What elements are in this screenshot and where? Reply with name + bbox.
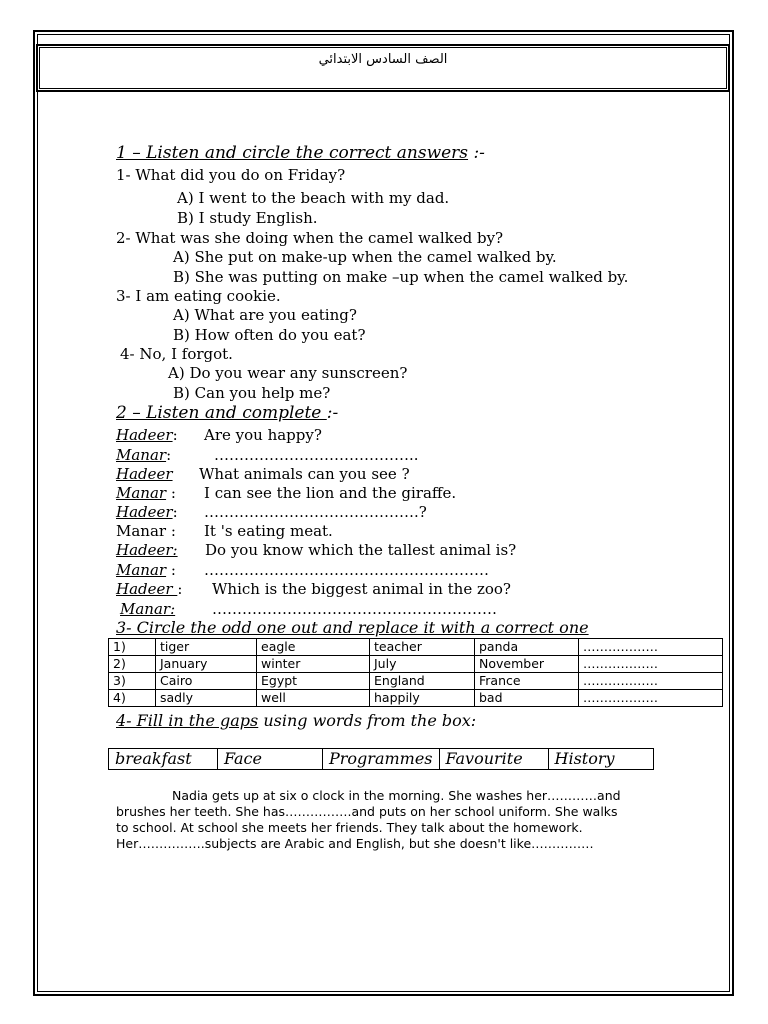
dialogue-line-6: Manar : — [116, 522, 176, 540]
answer-cell[interactable]: ……………… — [579, 690, 723, 707]
answer-cell[interactable]: ……………… — [579, 656, 723, 673]
section2-heading: 2 – Listen and complete :- — [116, 403, 339, 423]
header-title: الصف السادس الابتدائي — [318, 52, 448, 67]
section4-heading: 4- Fill in the gaps using words from the box: — [116, 711, 477, 730]
answer-blank-3[interactable]: ………………………………………………… — [204, 561, 489, 579]
table-cell[interactable]: January — [156, 656, 257, 673]
table-cell[interactable]: Egypt — [257, 673, 370, 690]
option-4a[interactable]: A) Do you wear any sunscreen? — [168, 364, 408, 382]
table-cell[interactable]: England — [370, 673, 475, 690]
dialogue-line-8: Manar : — [116, 561, 176, 579]
dialogue-text-6: It 's eating meat. — [204, 522, 333, 540]
table-cell[interactable]: winter — [257, 656, 370, 673]
dialogue-text-9: Which is the biggest animal in the zoo? — [212, 580, 511, 598]
answer-blank-2[interactable]: …………………………………….? — [204, 503, 427, 521]
paragraph-line: Nadia gets up at six o clock in the morning. She washes her…………and — [172, 788, 621, 803]
table-cell[interactable]: sadly — [156, 690, 257, 707]
option-2b[interactable]: B) She was putting on make –up when the camel walked by. — [173, 268, 629, 286]
table-row — [109, 656, 723, 673]
table-cell: 2) — [109, 656, 156, 673]
answer-cell[interactable]: ……………… — [579, 639, 723, 656]
question-2: 2- What was she doing when the camel walked by? — [116, 229, 504, 247]
dialogue-text-1: Are you happy? — [204, 426, 322, 444]
table-cell[interactable]: panda — [475, 639, 579, 656]
dialogue-line-2: Manar: — [116, 446, 172, 464]
dialogue-text-3: What animals can you see ? — [199, 465, 410, 483]
option-3a[interactable]: A) What are you eating? — [173, 306, 357, 324]
word-breakfast: breakfast — [109, 749, 218, 770]
paragraph-line: to school. At school she meets her friends. They talk about the homework. — [116, 820, 583, 835]
dialogue-line-10: Manar: — [120, 600, 176, 618]
table-cell: 3) — [109, 673, 156, 690]
table-cell[interactable]: bad — [475, 690, 579, 707]
table-cell[interactable]: teacher — [370, 639, 475, 656]
table-row — [109, 690, 723, 707]
word-history: History — [548, 749, 653, 770]
dialogue-line-4: Manar : — [116, 484, 176, 502]
table-cell[interactable]: well — [257, 690, 370, 707]
option-1b[interactable]: B) I study English. — [177, 209, 318, 227]
table-cell[interactable]: July — [370, 656, 475, 673]
word-programmes: Programmes — [323, 749, 440, 770]
table-cell[interactable]: tiger — [156, 639, 257, 656]
question-3: 3- I am eating cookie. — [116, 287, 281, 305]
answer-blank-4[interactable]: ………………………………………………… — [212, 600, 497, 618]
option-2a[interactable]: A) She put on make-up when the camel walked by. — [173, 248, 557, 266]
dialogue-line-7: Hadeer: — [116, 541, 178, 559]
section3-heading: 3- Circle the odd one out and replace it with a correct one — [116, 618, 589, 637]
table-cell[interactable]: November — [475, 656, 579, 673]
dialogue-line-3: Hadeer — [116, 465, 173, 483]
dialogue-line-9: Hadeer : — [116, 580, 183, 598]
dialogue-text-4: I can see the lion and the giraffe. — [204, 484, 457, 502]
word-box — [108, 748, 654, 770]
answer-cell[interactable]: ……………… — [579, 673, 723, 690]
word-favourite: Favourite — [439, 749, 548, 770]
dialogue-text-7: Do you know which the tallest animal is? — [205, 541, 517, 559]
section1-heading: 1 – Listen and circle the correct answers :- — [116, 143, 485, 163]
dialogue-line-5: Hadeer: — [116, 503, 178, 521]
gap-fill-paragraph — [116, 788, 656, 852]
table-cell[interactable]: France — [475, 673, 579, 690]
option-1a[interactable]: A) I went to the beach with my dad. — [177, 189, 450, 207]
question-1: 1- ‌What did you do on Friday? — [116, 166, 346, 184]
table-row — [109, 639, 723, 656]
table-cell: 4) — [109, 690, 156, 707]
word-face: Face — [218, 749, 323, 770]
table-row — [109, 749, 654, 770]
table-cell[interactable]: Cairo — [156, 673, 257, 690]
question-4: 4- No, I forgot. — [120, 345, 233, 363]
table-row — [109, 673, 723, 690]
table-cell[interactable]: eagle — [257, 639, 370, 656]
paragraph-line: brushes her teeth. She has…………….and puts on her school uniform. She walks — [116, 804, 618, 819]
option-4b[interactable]: B) Can you help me? — [173, 384, 331, 402]
dialogue-line-1: Hadeer: — [116, 426, 178, 444]
answer-blank-1[interactable]: ………………………………….. — [214, 446, 419, 464]
table-cell: 1) — [109, 639, 156, 656]
paragraph-line: Her…………….subjects are Arabic and English, but she doesn't like…………… — [116, 836, 594, 851]
odd-one-out-table — [108, 638, 723, 707]
table-cell[interactable]: happily — [370, 690, 475, 707]
option-3b[interactable]: B) How often do you eat? — [173, 326, 366, 344]
